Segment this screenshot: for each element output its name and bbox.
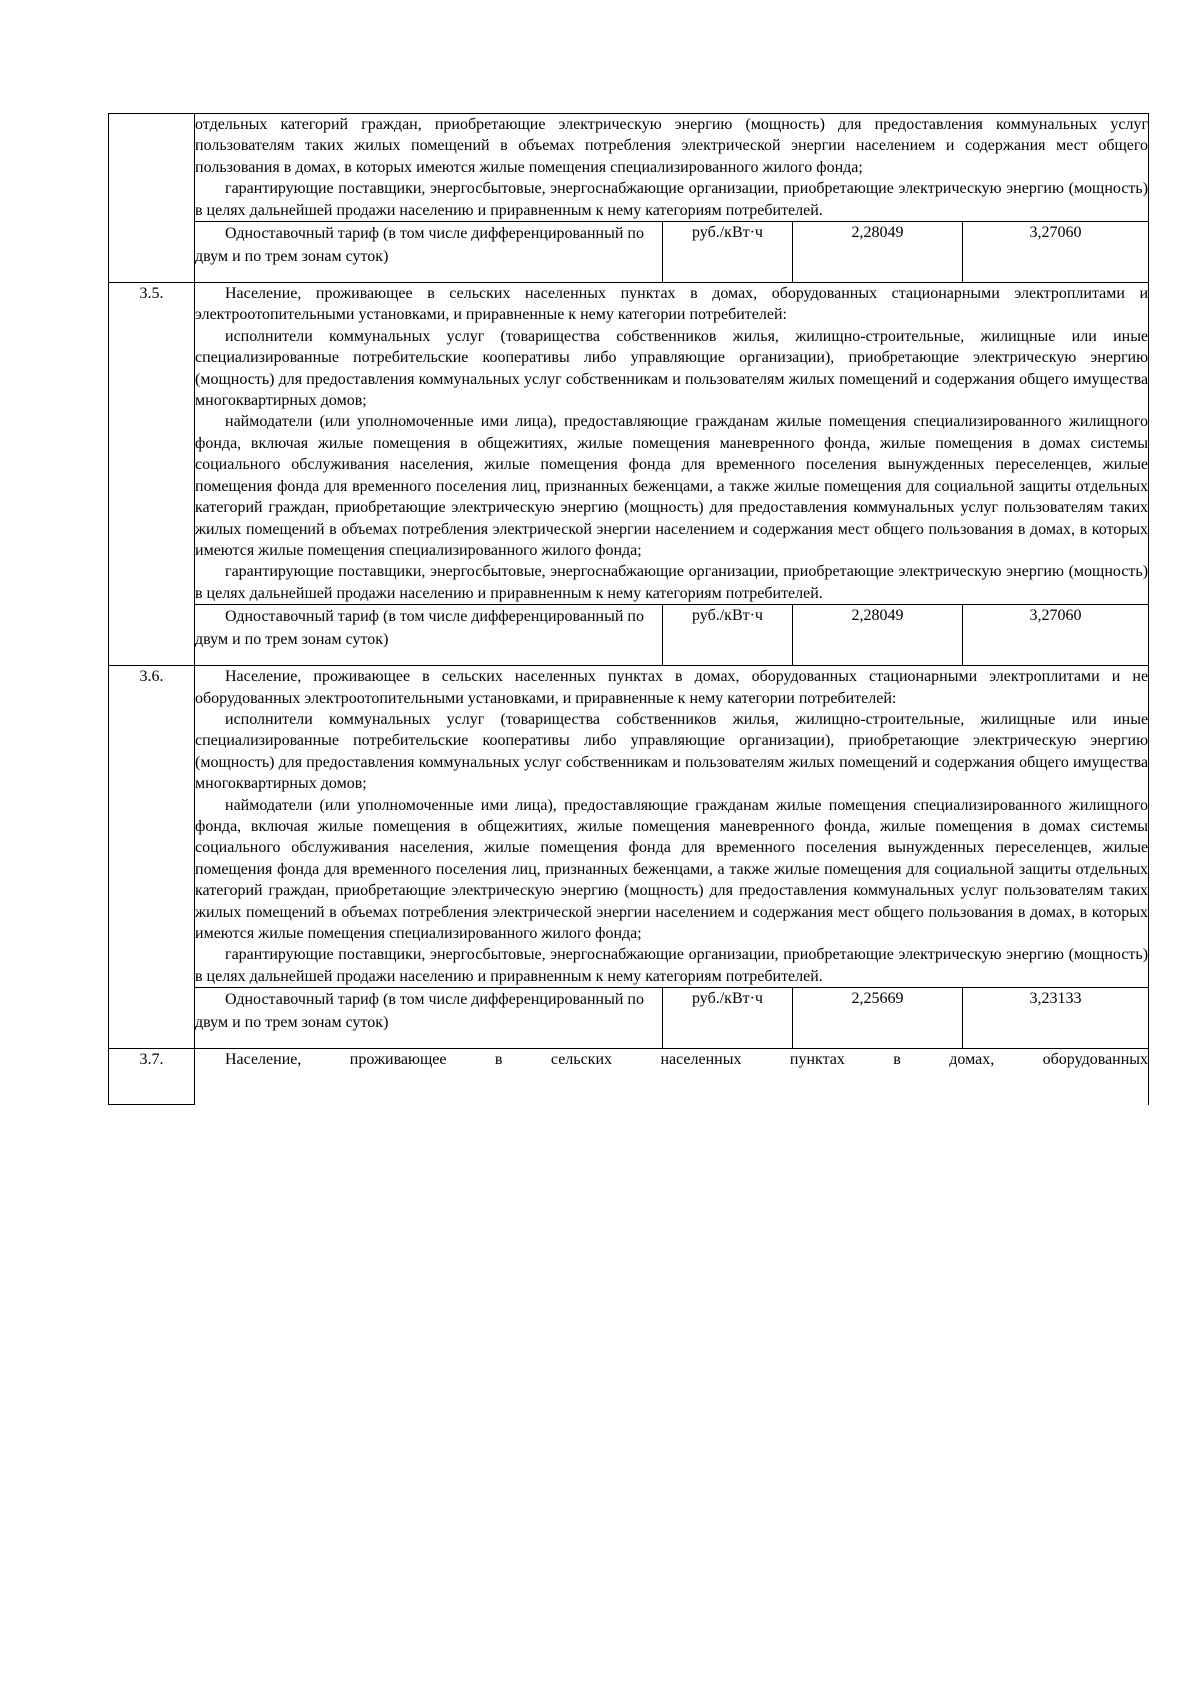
row-number: 3.6. bbox=[109, 666, 195, 1049]
table-row-3-7 bbox=[109, 1049, 1149, 1105]
tariff-value-2: 3,27060 bbox=[963, 222, 1149, 283]
row-description bbox=[195, 1049, 1149, 1105]
row-description bbox=[195, 283, 1149, 605]
tariff-label: Одноставочный тариф (в том числе дифференцированный по двум и по трем зонам суток) bbox=[195, 988, 663, 1049]
paragraph: Население, проживающее в сельских населенных пунктах в домах, оборудованных стационарными электроплитами и не оборудованных электроотопительными установками, и приравненные к нему категории потребителей: bbox=[195, 668, 1149, 707]
tariff-value-2: 3,23133 bbox=[963, 988, 1149, 1049]
tariff-unit: руб./кВт·ч bbox=[663, 222, 793, 283]
row-description bbox=[195, 114, 1149, 222]
paragraph: гарантирующие поставщики, энергосбытовые, энергоснабжающие организации, приобретающие электрическую энергию (мощность) в целях дальнейшей продажи населению и приравненным к нему категориям потребителей. bbox=[195, 180, 1149, 219]
row-number bbox=[109, 114, 195, 283]
paragraph: Население, проживающее в сельских населенных пунктах в домах, оборудованных bbox=[225, 1051, 1149, 1069]
tariff-value-2: 3,27060 bbox=[963, 605, 1149, 666]
table-row-3-6 bbox=[109, 666, 1149, 988]
tariff-label: Одноставочный тариф (в том числе дифференцированный по двум и по трем зонам суток) bbox=[195, 222, 663, 283]
row-description bbox=[195, 666, 1149, 988]
paragraph: отдельных категорий граждан, приобретающие электрическую энергию (мощность) для предоставления коммунальных услуг пользователям таких жилых помещений в объемах потребления электрической энергии населением и содержания мест общего пользования в домах, в которых имеются жилые помещения специализированного жилого фонда; bbox=[195, 116, 1149, 176]
tariff-value-1: 2,25669 bbox=[793, 988, 963, 1049]
tariff-table bbox=[108, 113, 1149, 1105]
row-number: 3.7. bbox=[109, 1049, 195, 1105]
tariff-label: Одноставочный тариф (в том числе дифференцированный по двум и по трем зонам суток) bbox=[195, 605, 663, 666]
paragraph: исполнители коммунальных услуг (товарищества собственников жилья, жилищно-строительные, жилищные или иные специализированные потребительские кооперативы либо управляющие организации), приобретающие электрическую энергию (мощность) для предоставления коммунальных услуг собственникам и пользователям жилых помещений и содержания общего имущества многоквартирных домов; bbox=[195, 327, 1149, 410]
paragraph: гарантирующие поставщики, энергосбытовые, энергоснабжающие организации, приобретающие электрическую энергию (мощность) в целях дальнейшей продажи населению и приравненным к нему категориям потребителей. bbox=[195, 946, 1149, 985]
tariff-unit: руб./кВт·ч bbox=[663, 988, 793, 1049]
paragraph: Население, проживающее в сельских населенных пунктах в домах, оборудованных стационарными электроплитами и электроотопительными установками, и приравненные к нему категории потребителей: bbox=[195, 285, 1149, 324]
tariff-value-1: 2,28049 bbox=[793, 222, 963, 283]
paragraph: исполнители коммунальных услуг (товарищества собственников жилья, жилищно-строительные, жилищные или иные специализированные потребительские кооперативы либо управляющие организации), приобретающие электрическую энергию (мощность) для предоставления коммунальных услуг собственникам и пользователям жилых помещений и содержания общего имущества многоквартирных домов; bbox=[195, 710, 1149, 793]
paragraph: наймодатели (или уполномоченные ими лица), предоставляющие гражданам жилые помещения специализированного жилищного фонда, включая жилые помещения в общежитиях, жилые помещения маневренного фонда, жилые помещения в домах системы социального обслуживания населения, жилые помещения фонда для временного поселения вынужденных переселенцев, жилые помещения фонда для временного поселения лиц, признанных беженцами, а также жилые помещения для социальной защиты отдельных категорий граждан, приобретающие электрическую энергию (мощность) для предоставления коммунальных услуг пользователям таких жилых помещений в объемах потребления электрической энергии населением и содержания мест общего пользования в домах, в которых имеются жилые помещения специализированного жилого фонда; bbox=[195, 796, 1149, 942]
table-row-3-5 bbox=[109, 283, 1149, 605]
paragraph: наймодатели (или уполномоченные ими лица), предоставляющие гражданам жилые помещения специализированного жилищного фонда, включая жилые помещения в общежитиях, жилые помещения маневренного фонда, жилые помещения в домах системы социального обслуживания населения, жилые помещения фонда для временного поселения вынужденных переселенцев, жилые помещения фонда для временного поселения лиц, признанных беженцами, а также жилые помещения для социальной защиты отдельных категорий граждан, приобретающие электрическую энергию (мощность) для предоставления коммунальных услуг пользователям таких жилых помещений в объемах потребления электрической энергии населением и содержания мест общего пользования в домах, в которых имеются жилые помещения специализированного жилого фонда; bbox=[195, 413, 1149, 559]
tariff-row bbox=[109, 605, 1149, 666]
table-row-continuation bbox=[109, 114, 1149, 222]
tariff-value-1: 2,28049 bbox=[793, 605, 963, 666]
row-number: 3.5. bbox=[109, 283, 195, 666]
tariff-row bbox=[109, 222, 1149, 283]
tariff-row bbox=[109, 988, 1149, 1049]
paragraph: гарантирующие поставщики, энергосбытовые, энергоснабжающие организации, приобретающие электрическую энергию (мощность) в целях дальнейшей продажи населению и приравненным к нему категориям потребителей. bbox=[195, 563, 1149, 602]
tariff-unit: руб./кВт·ч bbox=[663, 605, 793, 666]
